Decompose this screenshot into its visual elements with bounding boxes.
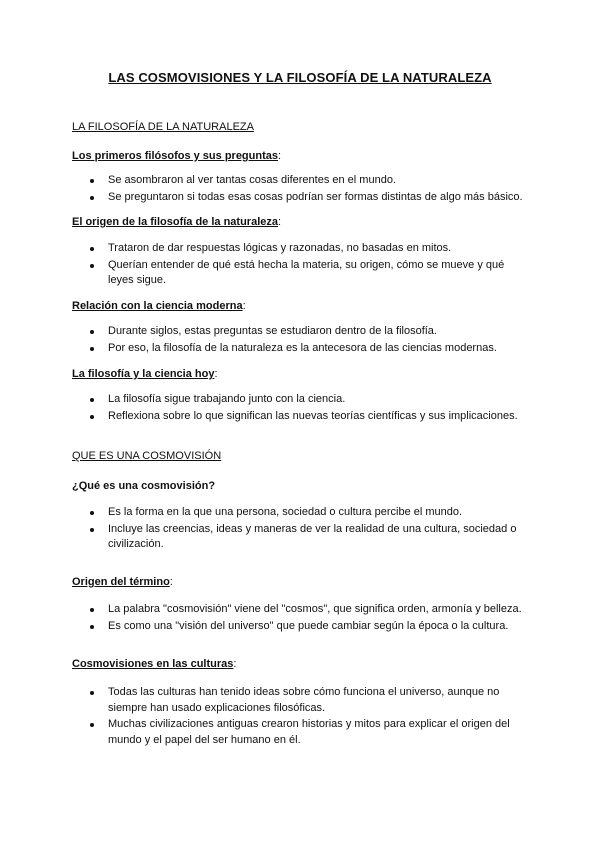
- list-item: La palabra "cosmovisión" viene del "cosmos", que significa orden, armonía y belleza.: [90, 602, 530, 618]
- subheading-cosmovisiones-culturas: Cosmovisiones en las culturas:: [72, 658, 237, 670]
- section-heading-cosmovision: QUE ES UNA COSMOVISIÓN: [72, 450, 222, 462]
- list-item: Por eso, la filosofía de la naturaleza es la antecesora de las ciencias modernas.: [90, 341, 530, 357]
- list-item: Se preguntaron si todas esas cosas podrían ser formas distintas de algo más básico.: [90, 190, 530, 206]
- subheading-origen-filosofia: El origen de la filosofía de la naturaleza:: [72, 216, 282, 228]
- section-heading-filosofia: LA FILOSOFÍA DE LA NATURALEZA: [72, 121, 254, 133]
- bullet-list: [90, 392, 530, 425]
- bullet-list: [90, 505, 530, 554]
- subheading-que-es-cosmovision: [72, 480, 215, 492]
- subheading-filosofia-ciencia-hoy: La filosofía y la ciencia hoy:: [72, 368, 218, 380]
- subheading-text: Origen del término: [72, 576, 170, 588]
- list-item: Todas las culturas han tenido ideas sobre cómo funciona el universo, aunque no siempre han usado explicaciones filosóficas.: [90, 685, 530, 716]
- list-item: Es la forma en la que una persona, sociedad o cultura percibe el mundo.: [90, 505, 530, 521]
- list-item: Querían entender de qué está hecha la materia, su origen, cómo se mueve y qué leyes sigue.: [90, 258, 530, 289]
- subheading-origen-termino: Origen del término:: [72, 576, 173, 588]
- subheading-relacion-ciencia: Relación con la ciencia moderna:: [72, 300, 246, 312]
- subheading-text: Cosmovisiones en las culturas: [72, 658, 234, 670]
- page-title: LAS COSMOVISIONES Y LA FILOSOFÍA DE LA NATURALEZA: [108, 70, 492, 85]
- list-item: Incluye las creencias, ideas y maneras de ver la realidad de una cultura, sociedad o civilización.: [90, 522, 530, 553]
- bullet-list: [90, 241, 530, 290]
- subheading-text: Relación con la ciencia moderna: [72, 300, 243, 312]
- list-item: Reflexiona sobre lo que significan las nuevas teorías científicas y sus implicaciones.: [90, 409, 530, 425]
- bullet-list: [90, 324, 530, 357]
- list-item: Durante siglos, estas preguntas se estudiaron dentro de la filosofía.: [90, 324, 530, 340]
- list-item: Trataron de dar respuestas lógicas y razonadas, no basadas en mitos.: [90, 241, 530, 257]
- subheading-primeros-filosofos: Los primeros filósofos y sus preguntas:: [72, 150, 282, 162]
- bullet-list: [90, 685, 530, 749]
- subheading-text: La filosofía y la ciencia hoy: [72, 368, 215, 380]
- subheading-text: El origen de la filosofía de la naturaleza: [72, 216, 278, 228]
- bullet-list: [90, 602, 530, 635]
- subheading-text: ¿Qué es una cosmovisión?: [72, 480, 216, 492]
- subheading-text: Los primeros filósofos y sus preguntas: [72, 150, 278, 162]
- list-item: Es como una "visión del universo" que puede cambiar según la época o la cultura.: [90, 619, 530, 635]
- list-item: Muchas civilizaciones antiguas crearon historias y mitos para explicar el origen del mundo y el papel del ser humano en él.: [90, 717, 530, 748]
- list-item: Se asombraron al ver tantas cosas diferentes en el mundo.: [90, 173, 530, 189]
- list-item: La filosofía sigue trabajando junto con la ciencia.: [90, 392, 530, 408]
- bullet-list: [90, 173, 530, 206]
